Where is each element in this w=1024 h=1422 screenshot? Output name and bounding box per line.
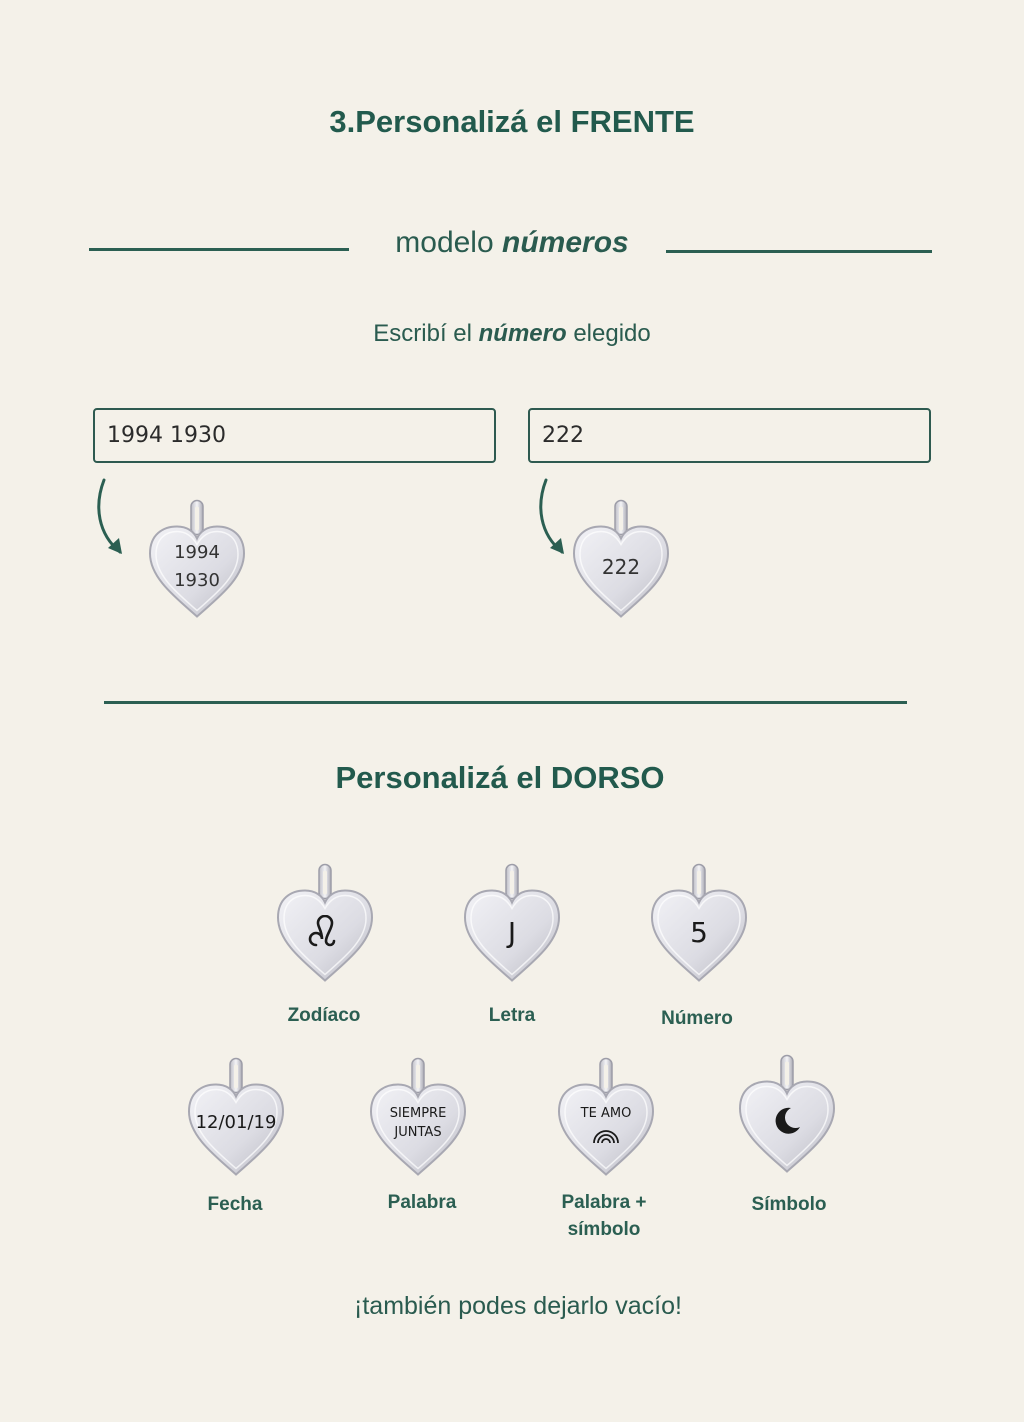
charm-engraving-line1: 1994: [174, 542, 220, 563]
instruction-after: elegido: [573, 320, 651, 347]
model-prefix: modelo: [395, 226, 494, 259]
option-label-symbol: Símbolo: [751, 1194, 827, 1215]
option-label-letter: Letra: [488, 1005, 536, 1026]
charm-engraving: J: [507, 916, 517, 949]
instruction-emphasis: número: [478, 320, 567, 347]
option-symbol[interactable]: [737, 1051, 837, 1176]
divider-right: [666, 250, 932, 253]
front-preview-charm-1: [147, 496, 247, 621]
charm-engraving-line1: SIEMPRE: [389, 1106, 447, 1121]
option-word-symbol[interactable]: [556, 1054, 656, 1179]
charm-engraving: TE AMO: [580, 1106, 632, 1121]
charm-engraving: 12/01/19: [195, 1112, 277, 1133]
option-label-zodiac: Zodíaco: [287, 1005, 361, 1026]
front-title: 3.Personalizá el FRENTE: [329, 104, 695, 139]
empty-option-note: ¡también podes dejarlo vacío!: [354, 1292, 682, 1320]
front-preview-charm-2: [571, 496, 671, 621]
model-name: números: [502, 226, 629, 259]
option-letter[interactable]: [462, 860, 562, 985]
option-label-line1: Palabra +: [561, 1192, 647, 1213]
instruction-text: [0, 320, 1024, 348]
charm-engraving: 222: [601, 555, 641, 579]
curved-arrow-icon: [534, 476, 574, 566]
option-date[interactable]: [186, 1054, 286, 1179]
leo-zodiac-icon: [307, 915, 343, 951]
section-divider: [104, 701, 907, 704]
option-label-number: Número: [661, 1008, 733, 1029]
option-word[interactable]: [368, 1054, 468, 1179]
number-input-2[interactable]: [528, 408, 931, 463]
rainbow-icon: [592, 1126, 620, 1144]
back-title: Personalizá el DORSO: [335, 760, 665, 795]
number-input-1[interactable]: [93, 408, 496, 463]
option-label-word-symbol: [544, 1189, 664, 1243]
charm-engraving-line2: 1930: [174, 570, 220, 591]
option-label-word: Palabra: [387, 1192, 457, 1213]
option-number[interactable]: [649, 860, 749, 985]
option-zodiac[interactable]: [275, 860, 375, 985]
crescent-moon-icon: [771, 1105, 803, 1137]
charm-engraving: 5: [690, 916, 708, 949]
option-label-line2: símbolo: [567, 1219, 641, 1240]
model-heading: [0, 226, 1024, 260]
curved-arrow-icon: [92, 476, 132, 566]
option-label-date: Fecha: [207, 1194, 263, 1215]
instruction-before: Escribí el: [373, 320, 472, 347]
charm-engraving-line2: JUNTAS: [394, 1125, 442, 1140]
